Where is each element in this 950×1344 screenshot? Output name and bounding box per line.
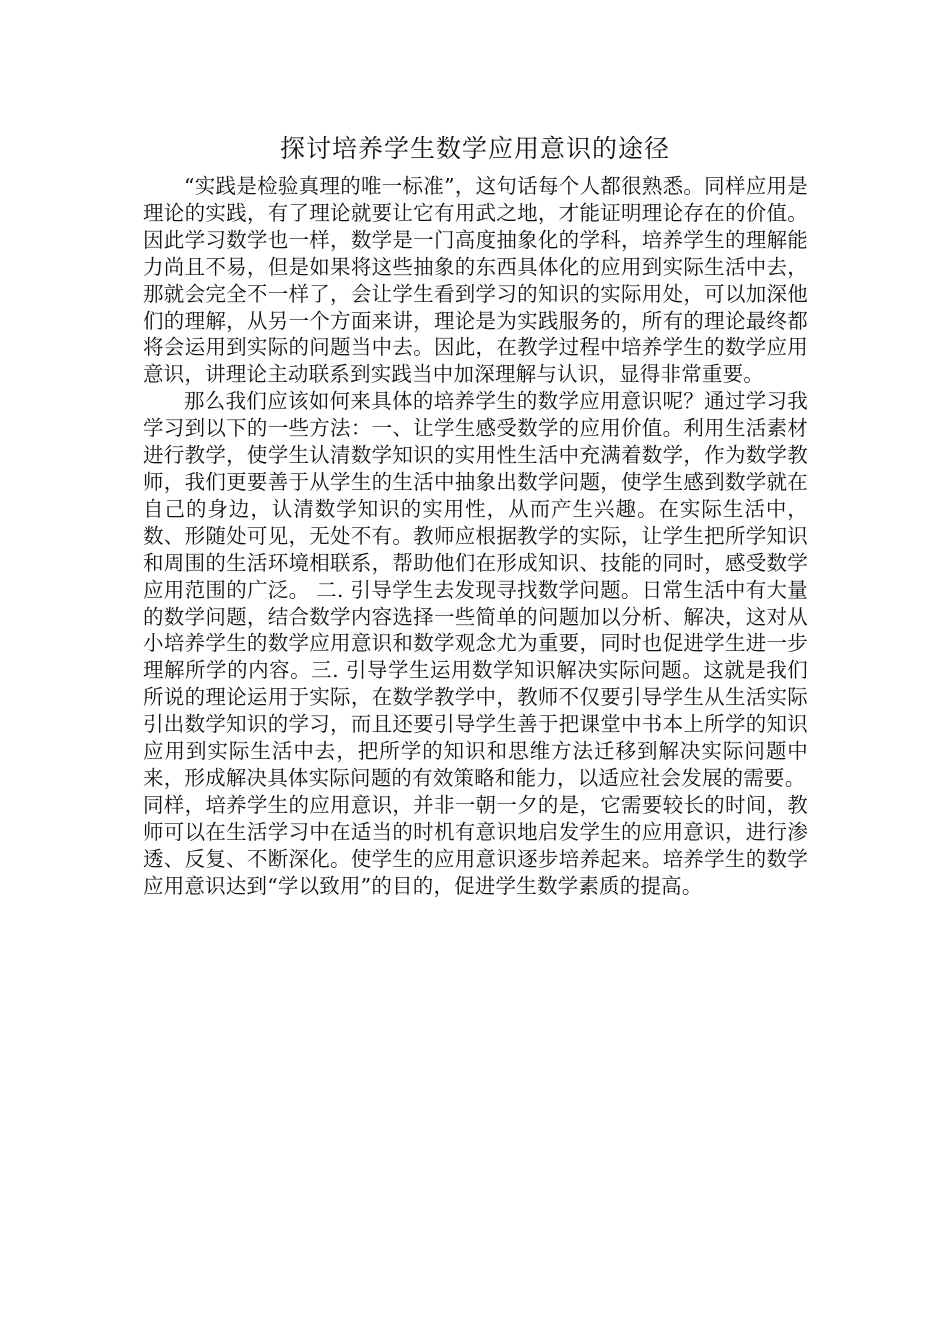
page-title: 探讨培养学生数学应用意识的途径 <box>279 134 670 163</box>
paragraph-1: “实践是检验真理的唯一标准”，这句话每个人都很熟悉。同样应用是理论的实践，有了理论就要让它有用武之地，才能证明理论存在的价值。因此学习数学也一样，数学是一门高度抽象化的学科，培养学生的理解能力尚且不易，但是如果将这些抽象的东西具体化的应用到实际生活中去，那就会完全不一样了，会让学生看到学习的知识的实际用处，可以加深他们的理解，从另一个方面来讲，理论是为实践服务的，所有的理论最终都将会运用到实际的问题当中去。因此，在教学过程中培养学生的数学应用意识，讲理论主动联系到实践当中加深理解与认识，显得非常重要。 <box>143 174 808 387</box>
paragraph-3: 同样，培养学生的应用意识，并非一朝一夕的是，它需要较长的时间，教师可以在生活学习中在适当的时机有意识地启发学生的应用意识，进行渗透、反复、不断深化。使学生的应用意识逐步培养起来。培养学生的数学应用意识达到“学以致用”的目的，促进学生数学素质的提高。 <box>143 792 808 898</box>
article-body <box>143 173 808 899</box>
paragraph-2: 那么我们应该如何来具体的培养学生的数学应用意识呢？通过学习我学习到以下的一些方法：一、让学生感受数学的应用价值。利用生活素材进行教学，使学生认清数学知识的实用性生活中充满着数学，作为数学教师，我们更要善于从学生的生活中抽象出数学问题，使学生感到数学就在自己的身边，认清数学知识的实用性，从而产生兴趣。在实际生活中，数、形随处可见，无处不有。教师应根据教学的实际，让学生把所学知识和周围的生活环境相联系，帮助他们在形成知识、技能的同时，感受数学应用范围的广泛。 二. 引导学生去发现寻找数学问题。日常生活中有大量的数学问题，结合数学内容选择一些简单的问题加以分析、解决，这对从小培养学生的数学应用意识和数学观念尤为重要，同时也促进学生进一步理解所学的内容。三. 引导学生运用数学知识解决实际问题。这就是我们所说的理论运用于实际，在数学教学中，教师不仅要引导学生从生活实际引出数学知识的学习，而且还要引导学生善于把课堂中书本上所学的知识应用到实际生活中去，把所学的知识和思维方法迁移到解决实际问题中来，形成解决具体实际问题的有效策略和能力，以适应社会发展的需要。 <box>143 389 808 790</box>
